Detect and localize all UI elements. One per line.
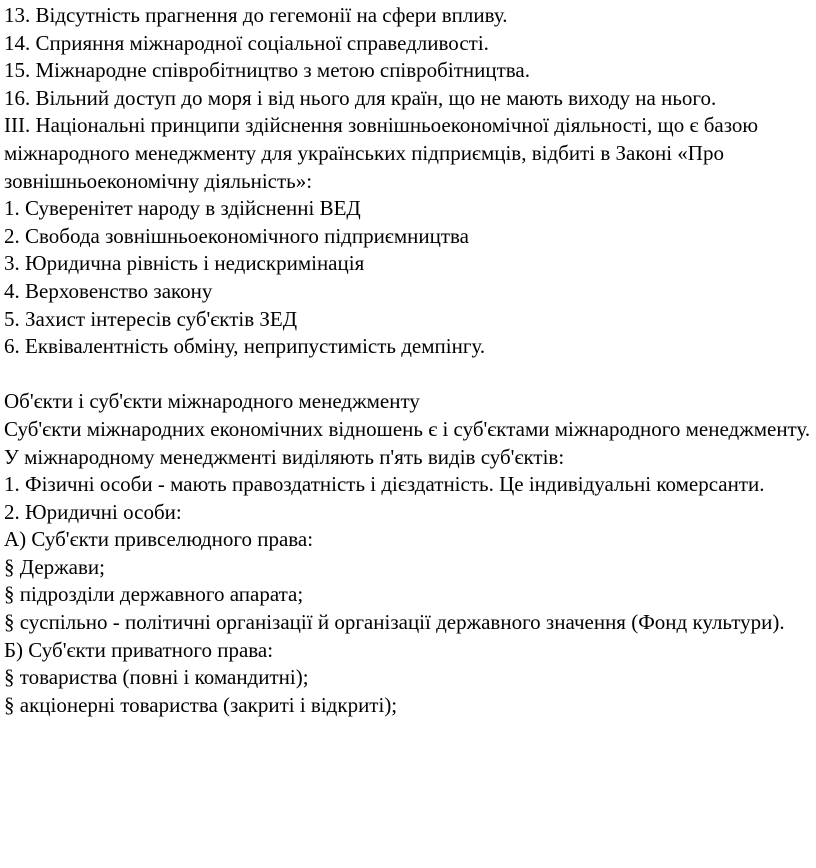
national-principle-2: 2. Свобода зовнішньоекономічного підприємництва: [4, 223, 469, 248]
private-law-item-partnerships: § товариства (повні і командитні);: [4, 665, 309, 690]
national-principle-1: 1. Суверенітет народу в здійсненні ВЕД: [4, 196, 361, 221]
subject-type-2: 2. Юридичні особи:: [4, 499, 182, 524]
national-principle-6: 6. Еквівалентність обміну, неприпустимість демпінгу.: [4, 334, 486, 359]
principle-15: 15. Міжнародне співробітництво з метою співробітництва.: [4, 58, 530, 83]
subjects-intro: У міжнародному менеджменті виділяють п'ять видів суб'єктів:: [4, 444, 565, 469]
national-principle-3: 3. Юридична рівність і недискримінація: [4, 251, 365, 276]
principle-14: 14. Сприяння міжнародної соціальної справедливості.: [4, 30, 489, 55]
public-law-item-states: § Держави;: [4, 554, 105, 579]
subject-type-1: 1. Фізичні особи - мають правоздатність і дієздатність. Це індивідуальні комерсанти.: [4, 472, 765, 497]
paragraph-spacer: [4, 361, 812, 389]
national-principle-5: 5. Захист інтересів суб'єктів ЗЕД: [4, 306, 298, 331]
section-heading-objects-subjects: Об'єкти і суб'єкти міжнародного менеджменту: [4, 389, 420, 414]
national-principle-4: 4. Верховенство закону: [4, 278, 213, 303]
private-law-item-joint-stock: § акціонерні товариства (закриті і відкриті);: [4, 692, 398, 717]
subjects-paragraph: Суб'єкти міжнародних економічних відношень є і суб'єктами міжнародного менеджменту.: [4, 416, 811, 441]
public-law-item-organizations: § суспільно - політичні організації й організації державного значення (Фонд культури).: [4, 610, 785, 635]
private-law-subjects-heading: Б) Суб'єкти приватного права:: [4, 637, 274, 662]
principle-16: 16. Вільний доступ до моря і від нього для країн, що не мають виходу на нього.: [4, 85, 717, 110]
principle-13: 13. Відсутність прагнення до гегемонії на сфери впливу.: [4, 3, 508, 27]
public-law-item-state-units: § підрозділи державного апарата;: [4, 582, 304, 607]
section-iii-heading: III. Національні принципи здійснення зовнішньоекономічної діяльності, що є базою міжнародного менеджменту для українських підприємців, відбиті в Законі «Про зовнішньоекономічну діяльність»:: [4, 113, 759, 193]
public-law-subjects-heading: А) Суб'єкти привселюдного права:: [4, 527, 314, 552]
